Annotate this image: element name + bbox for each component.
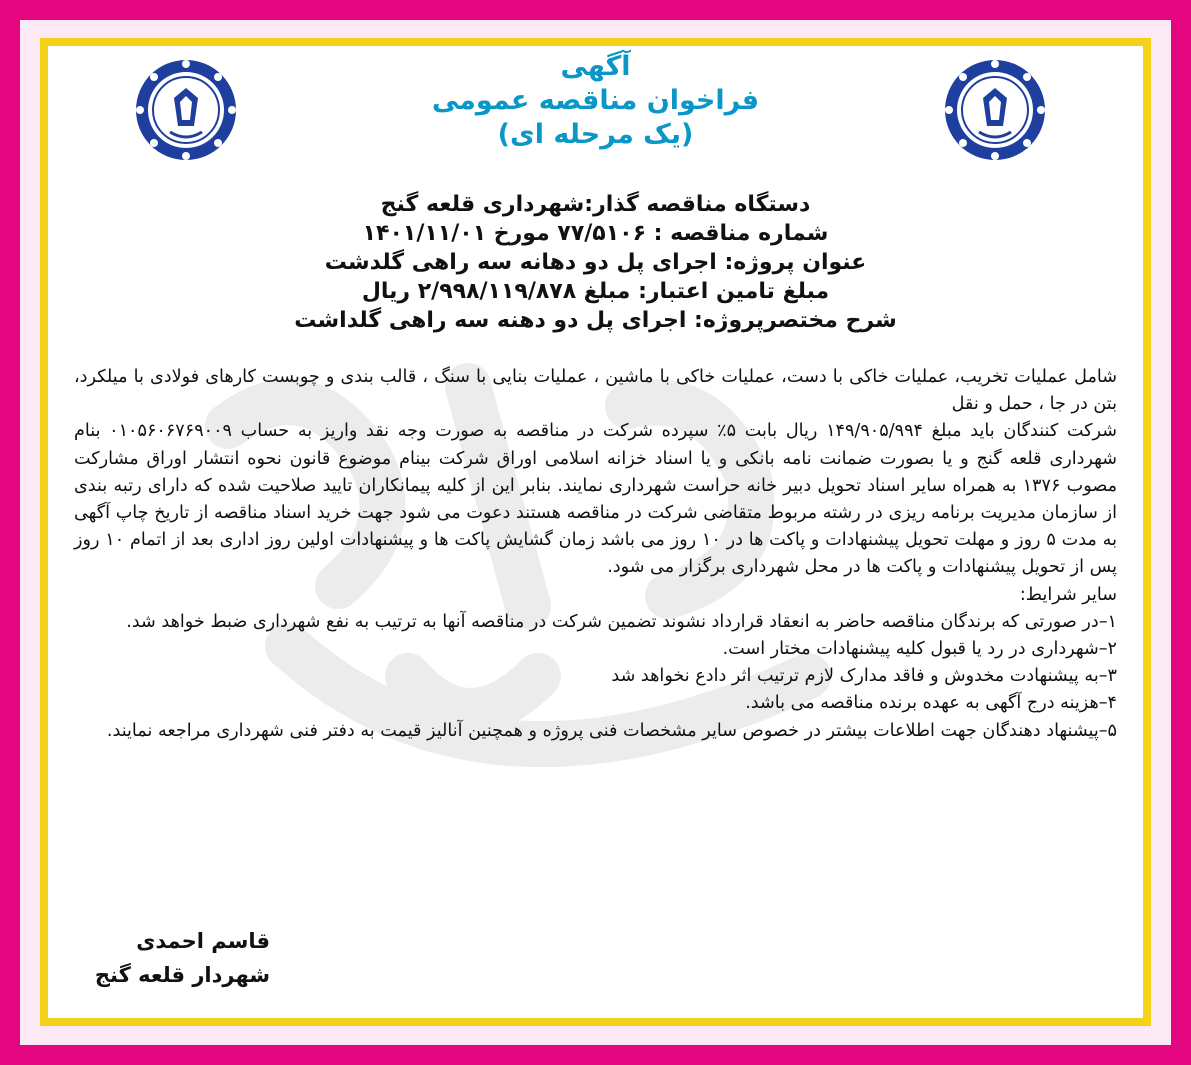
budget-line: مبلغ تامین اعتبار: مبلغ ۲/۹۹۸/۱۱۹/۸۷۸ ریال bbox=[361, 279, 830, 304]
project-title-line: عنوان پروژه: اجرای پل دو دهانه سه راهی گلدشت bbox=[324, 250, 867, 275]
conditions-title: سایر شرایط: bbox=[1019, 584, 1117, 605]
notice-subheading: فراخوان مناقصه عمومی bbox=[431, 85, 760, 116]
tender-meta bbox=[228, 190, 963, 335]
notice-body bbox=[74, 364, 1117, 745]
condition-item: ۴–هزینه درج آگهی به عهده برنده مناقصه می باشد. bbox=[745, 693, 1117, 714]
deposit-paragraph: شرکت کنندگان باید مبلغ ۱۴۹/۹۰۵/۹۹۴ ریال بابت ۵٪ سپرده شرکت در مناقصه به صورت وجه نقد واریز به حساب ۰۱۰۵۶۰۶۷۶۹۰۰۹ بنام شهرداری قلعه گنج و یا بصورت ضمانت نامه بانکی و یا اسناد خزانه اسلامی اوراق شرکت بینام موضوع قانون نحوه انتشار اوراق مشارکت مصوب ۱۳۷۶ به همراه سایر اسناد تحویل دبیر خانه حراست شهرداری نمایند. بنابر این از کلیه پیمانکاران تایید صلاحیت شده که دارای رتبه بندی از سازمان مدیریت برنامه ریزی در رشته مربوط متقاضی شرکت در مناقصه هستند دعوت می شود جهت خرید اسناد مناقصه از تاریخ چاپ آگهی به مدت ۵ روز و مهلت تحویل پیشنهادات و پاکت ها در ۱۰ روز می باشد زمان گشایش پاکت ها و پیشنهادات اولین روز اداری بعد از اتمام ۱۰ روز پس از تحویل پیشنهادات و پاکت ها در محل شهرداری برگزار می شود. bbox=[74, 421, 1117, 578]
condition-item: ۱–در صورتی که برندگان مناقصه حاضر به انعقاد قرارداد نشوند تضمین شرکت در مناقصه آنها به ترتیب به نفع شهرداری ضبط خواهد شد. bbox=[126, 611, 1117, 632]
notice-heading: آگهی bbox=[560, 51, 631, 82]
notice-paper bbox=[48, 46, 1143, 1018]
tender-number-line: شماره مناقصه : ۷۷/۵۱۰۶ مورخ ۱۴۰۱/۱۱/۰۱ bbox=[362, 221, 829, 246]
municipality-emblem-icon bbox=[134, 58, 238, 162]
notice-stage: (یک مرحله ای) bbox=[497, 119, 694, 150]
condition-item: ۵–پیشنهاد دهندگان جهت اطلاعات بیشتر در خصوص سایر مشخصات فنی پروژه و همچنین آنالیز قیمت به دفتر فنی شهرداری مراجعه نمایند. bbox=[106, 720, 1117, 741]
summary-title-line: شرح مختصرپروژه: اجرای پل دو دهنه سه راهی گلداشت bbox=[294, 308, 897, 333]
condition-item: ۲–شهرداری در رد یا قبول کلیه پیشنهادات مختار است. bbox=[722, 639, 1117, 660]
signature-block bbox=[70, 924, 270, 992]
signer-name: قاسم احمدی bbox=[136, 929, 270, 953]
organizer-line: دستگاه مناقصه گذار:شهرداری قلعه گنج bbox=[380, 192, 811, 217]
condition-item: ۳–به پیشنهادت مخدوش و فاقد مدارک لازم ترتیب اثر دادع نخواهد شد bbox=[611, 666, 1117, 687]
scope-paragraph: شامل عملیات تخریب، عملیات خاکی با دست، عملیات خاکی با ماشین ، عملیات بنایی با سنگ ، قالب بندی و چوبست کارهای فولادی با میلکرد، بتن در جا ، حمل و نقل bbox=[74, 367, 1117, 415]
signer-title: شهردار قلعه گنج bbox=[94, 963, 270, 987]
notice-header bbox=[308, 50, 883, 152]
municipality-emblem-icon bbox=[943, 58, 1047, 162]
